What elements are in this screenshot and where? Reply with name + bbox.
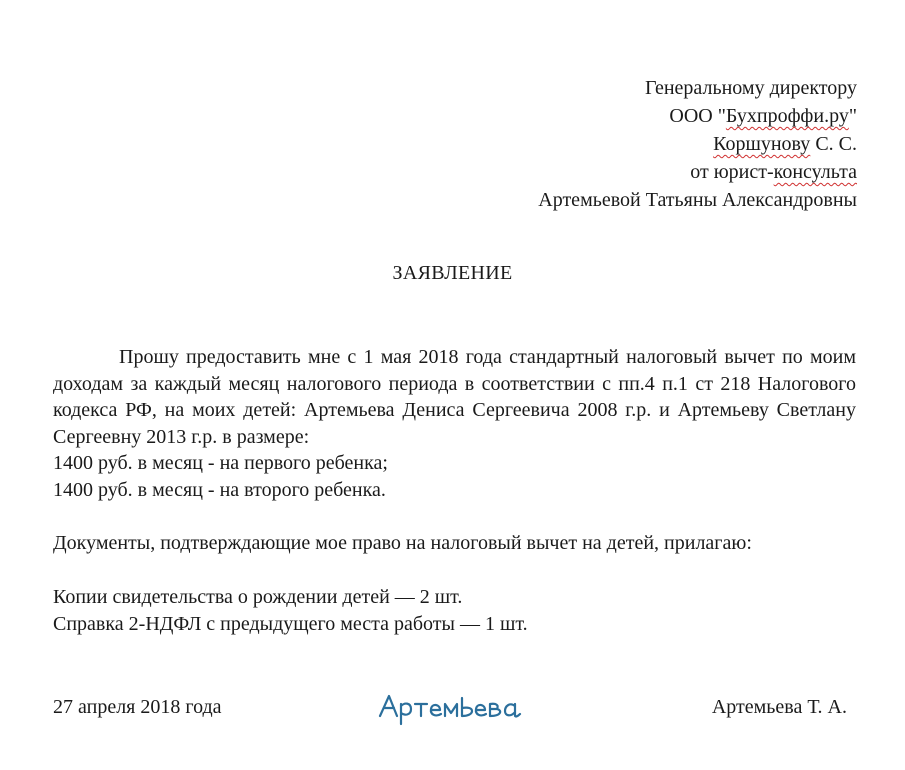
company-suffix: " xyxy=(848,105,857,127)
request-paragraph: Прошу предоставить мне с 1 мая 2018 года стандартный налоговый вычет по моим доходам за каждый месяц налогового периода в соответствии с пп.4 п.1 ст 218 Налогового кодекса РФ, на моих детей: Артемьева Дениса Сергеевича 2008 г.р. и Артемьеву Светлану Сергеевну 2013 г.р. в размере: xyxy=(53,346,856,448)
signature-date: 27 апреля 2018 года xyxy=(53,696,222,718)
attachment-item-2: Справка 2-НДФЛ с предыдущего места работы — 1 шт. xyxy=(53,613,528,635)
attachment-item-1: Копии свидетельства о рождении детей — 2 шт. xyxy=(53,586,463,608)
addressee-block xyxy=(538,74,857,214)
sender-position-word: консульта xyxy=(773,161,857,183)
addressee-initials: С. С. xyxy=(810,133,857,155)
sender-position-prefix: от юрист- xyxy=(690,161,774,183)
deduction-item-1: 1400 руб. в месяц - на первого ребенка; xyxy=(53,452,388,474)
signatory-name: Артемьева Т. А. xyxy=(711,696,847,718)
addressee-name xyxy=(538,130,857,158)
addressee-company xyxy=(538,102,857,130)
sender-name: Артемьевой Татьяны Александровны xyxy=(538,189,857,211)
request-section xyxy=(53,344,856,503)
documents-intro: Документы, подтверждающие мое право на налоговый вычет на детей, прилагаю: xyxy=(53,532,752,554)
addressee-position: Генеральному директору xyxy=(644,77,857,99)
document-title: ЗАЯВЛЕНИЕ xyxy=(392,262,513,284)
company-prefix: ООО " xyxy=(669,105,726,127)
company-name: Бухпроффи.ру xyxy=(725,105,849,127)
deduction-item-2: 1400 руб. в месяц - на второго ребенка. xyxy=(53,478,386,501)
handwritten-signature xyxy=(376,688,536,728)
addressee-surname: Коршунову xyxy=(713,133,811,155)
attachments-list xyxy=(53,584,528,638)
sender-position xyxy=(538,158,857,186)
